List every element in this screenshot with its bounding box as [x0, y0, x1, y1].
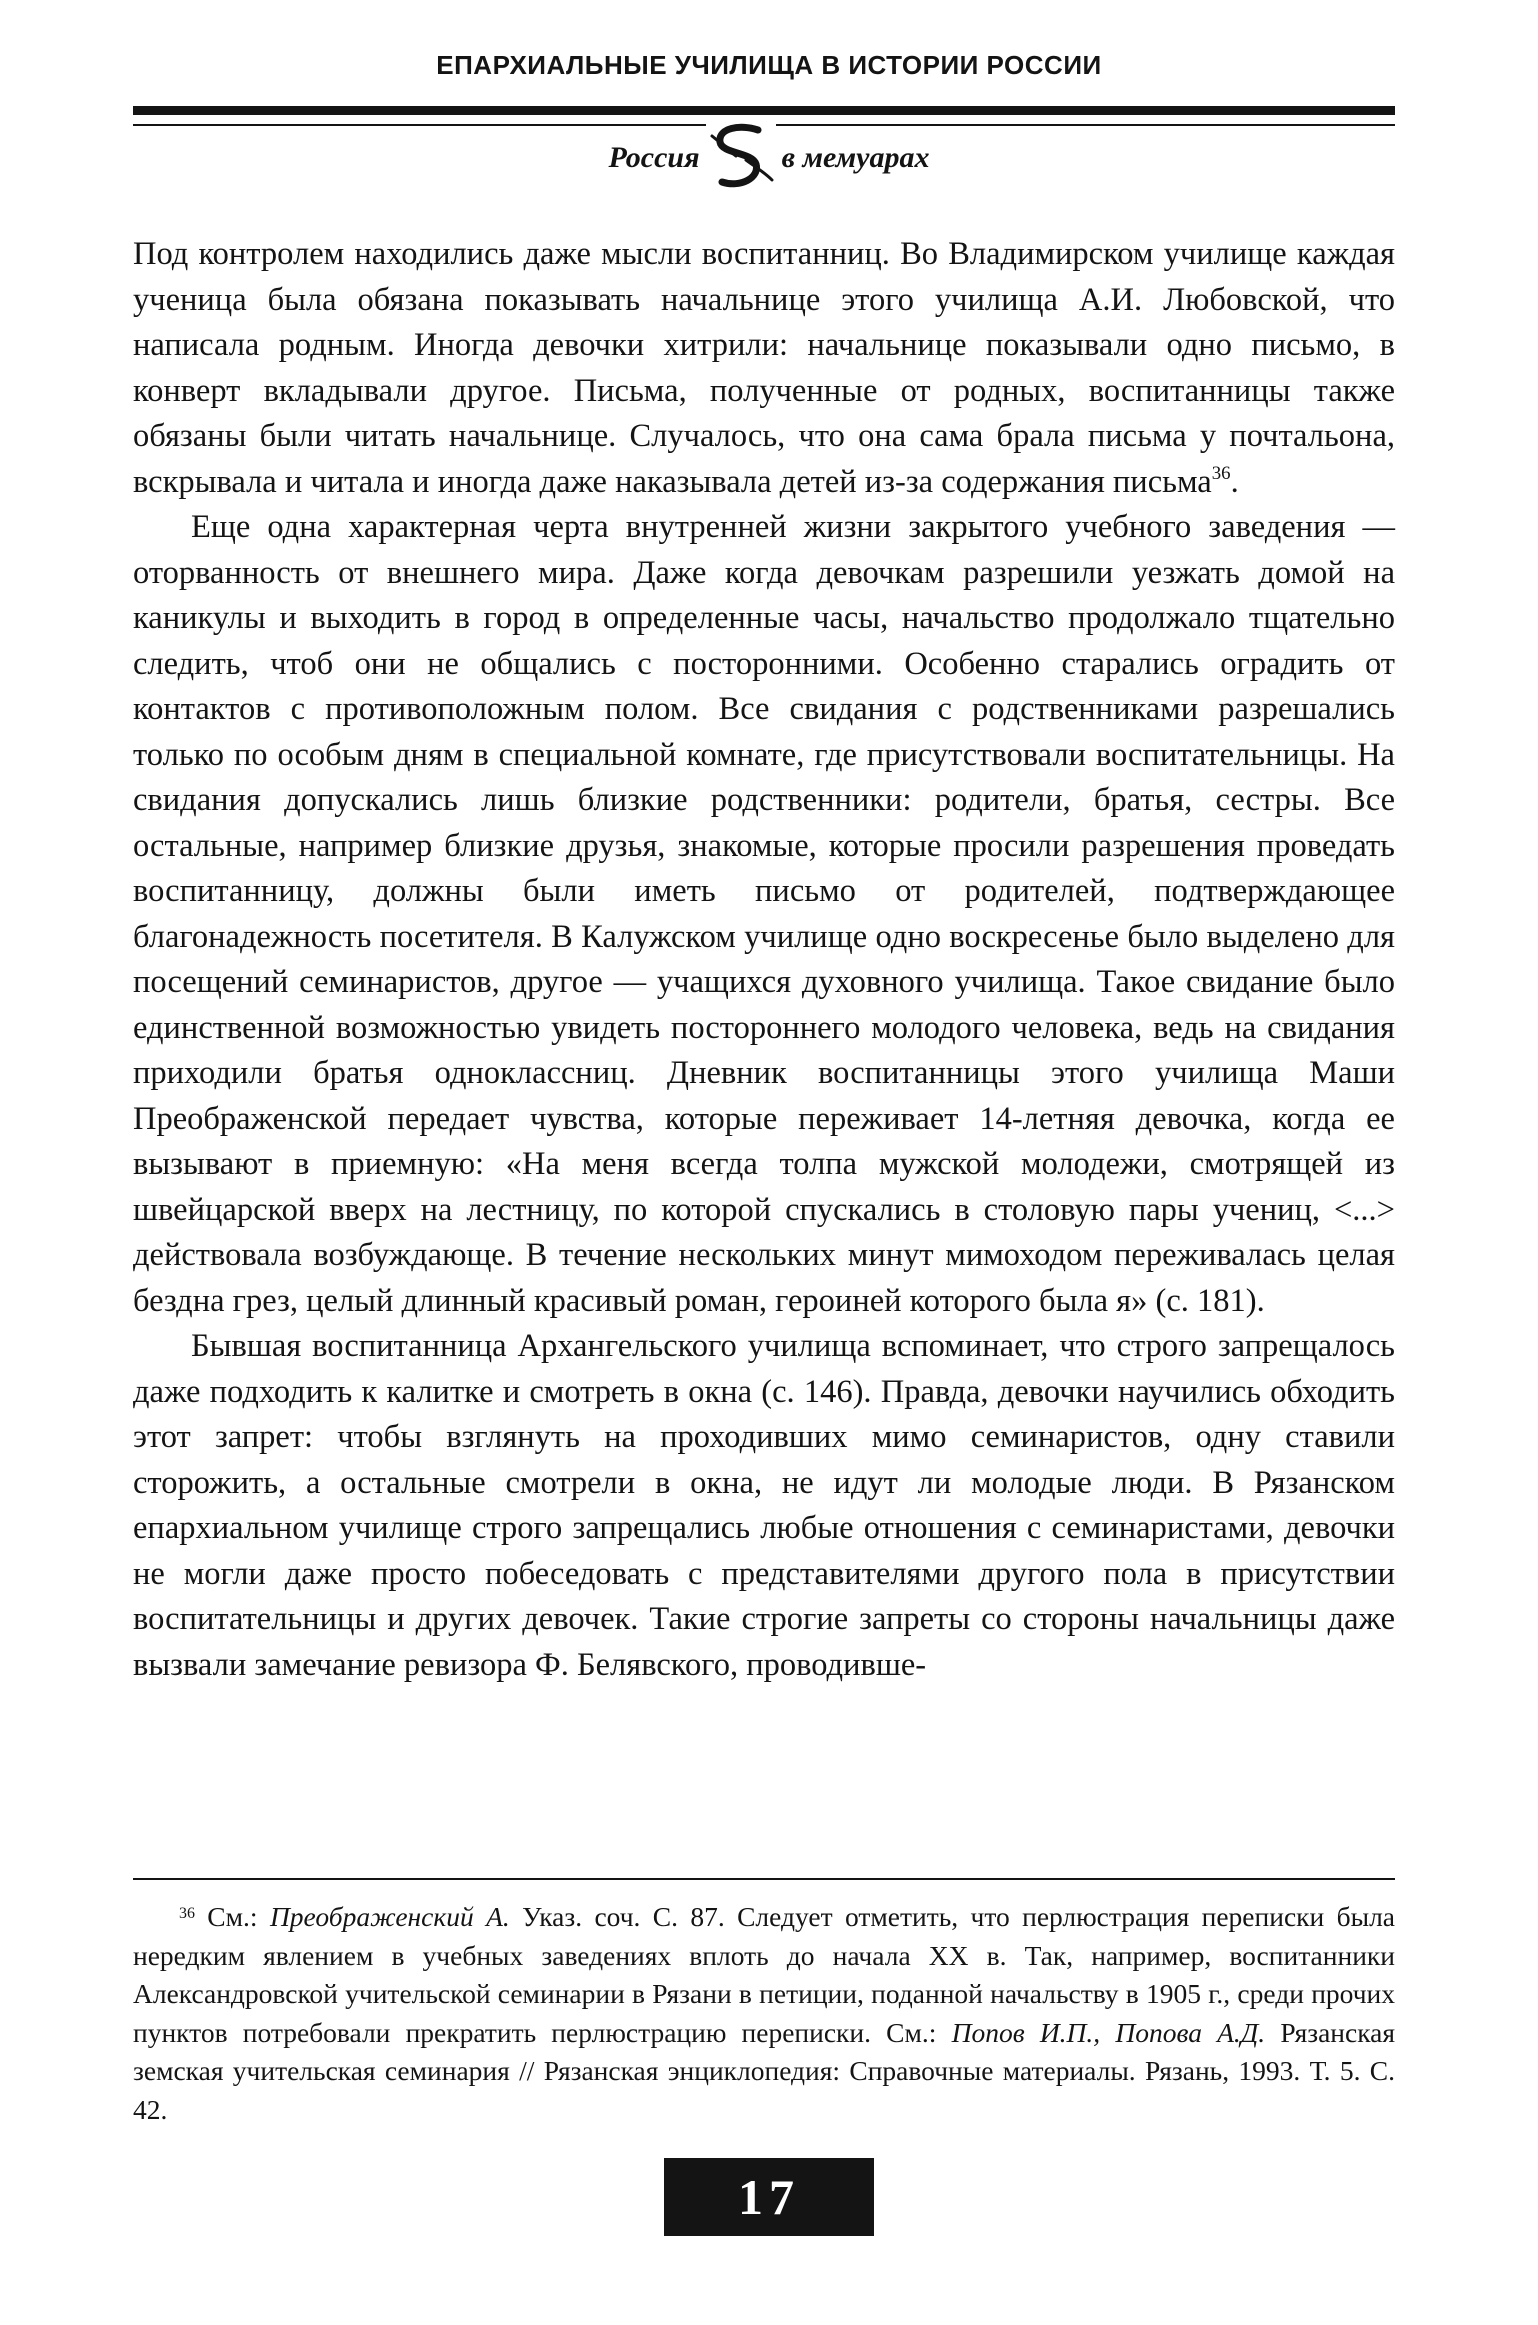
footnote-author-2: Попов И.П., Попова А.Д.: [951, 2016, 1266, 2048]
series-mark: [0, 120, 1538, 196]
footnote-tail: Рязанская земская учительская семинария // Рязанская энциклопедия: Справочные материалы. Рязань, 1993. Т. 5. С. 42.: [133, 2016, 1396, 2125]
footnote-rule: [133, 1878, 1395, 1880]
paragraph-1-tail: .: [1230, 463, 1239, 500]
paragraph-1-text: Под контролем находились даже мысли воспитанниц. Во Владимирском училище каждая ученица была обязана показывать начальнице этого училища А.И. Любовской, что написала родным. Иногда девочки хитрили: начальнице показывали одно письмо, в конверт вкладывали другое. Письма, полученные от родных, воспитанницы также обязаны были читать начальнице. Случалось, что она сама брала письма у почтальона, вскрывала и читала и иногда даже наказывала детей из-за содержания письма: [133, 236, 1395, 500]
page-number: 17: [664, 2158, 874, 2236]
footnote-36: [133, 1898, 1395, 2129]
paragraph-3: Бывшая воспитанница Архангельского училища вспоминает, что строго запрещалось даже подходить к калитке и смотреть в окна (с. 146). Правда, девочки научились обходить этот запрет: чтобы взглянуть на проходивших мимо семинаристов, одну ставили сторожить, а остальные смотрели в окна, не идут ли молодые люди. В Рязанском епархиальном училище строго запрещались любые отношения с семинаристами, девочки не могли даже просто побеседовать с представителями другого пола в присутствии воспитательницы и других девочек. Такие строгие запреты со стороны начальницы даже вызвали замечание ревизора Ф. Белявского, проводивше-: [133, 1328, 1395, 1683]
paragraph-2: Еще одна характерная черта внутренней жизни закрытого учебного заведения — оторванность от внешнего мира. Даже когда девочкам разрешили уезжать домой на каникулы и выходить в город в определенные часы, начальство продолжало тщательно следить, чтоб они не общались с посторонними. Особенно старались оградить от контактов с противоположным полом. Все свидания с родственниками разрешались только по особым дням в специальной комнате, где присутствовали воспитательницы. На свидания допускались лишь близкие родственники: родители, братья, сестры. Все остальные, например близкие друзья, знакомые, которые просили разрешения проведать воспитанницу, должны были иметь письмо от родителей, подтверждающее благонадежность посетителя. В Калужском училище одно воскресенье было выделено для посещений семинаристов, другое — учащихся духовного училища. Такое свидание было единственной возможностью увидеть постороннего молодого человека, ведь на свидания приходили братья одноклассниц. Дневник воспитанницы этого училища Маши Преображенской передает чувства, которые переживает 14-летняя девочка, когда ее вызывают в приемную: «На меня всегда толпа мужской молодежи, смотрящей из швейцарской вверх на лестницу, по которой спускались в столовую пары учениц, <...> действовала возбуждающе. В течение нескольких минут мимоходом переживалась целая бездна грез, целый длинный красивый роман, героиней которого была я» (с. 181).: [133, 509, 1395, 1319]
series-right-word: в мемуарах: [778, 141, 934, 175]
footnote-author-1: Преображенский А.: [269, 1901, 510, 1932]
running-title: ЕПАРХИАЛЬНЫЕ УЧИЛИЩА В ИСТОРИИ РОССИИ: [436, 50, 1102, 80]
footnote-ref-36: 36: [1211, 462, 1231, 484]
main-text: [133, 232, 1395, 1688]
footnote-body: Указ. соч. С. 87. Следует отметить, что перлюстрация переписки была нередким явлением в учебных заведениях вплоть до начала XX в. Так, например, воспитанники Александровской учительской семинарии в Рязани в петиции, поданной начальству в 1905 г., среди прочих пунктов потребовали прекратить перлюстрацию переписки. См.:: [133, 1901, 1395, 2048]
footnote-lead: См.:: [194, 1901, 270, 1932]
footnote-number: 36: [179, 1905, 195, 1923]
paragraph-1: [133, 232, 1395, 505]
series-left-word: Россия: [605, 141, 704, 175]
header-rule-thick: [133, 106, 1395, 115]
ornamental-s-icon: [706, 120, 776, 196]
